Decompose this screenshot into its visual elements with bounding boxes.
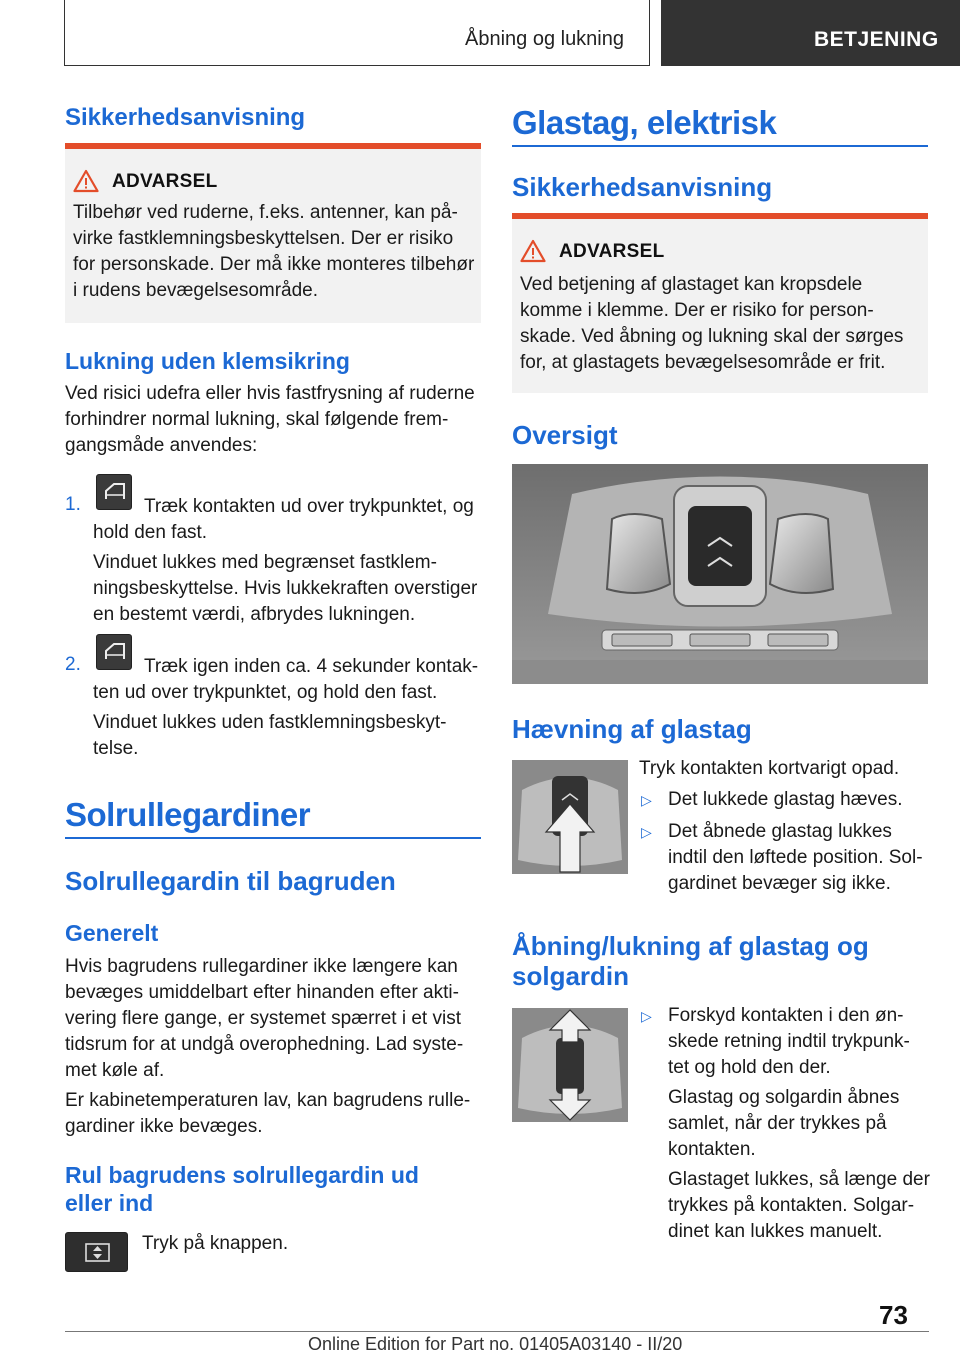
general-line: Er kabinetemperaturen lav, kan bagrudens rulle- xyxy=(65,1090,471,1111)
closing-intro-line: gangsmåde anvendes: xyxy=(65,435,258,456)
warning-title: ADVARSEL xyxy=(112,171,218,192)
heading-rule xyxy=(65,837,481,839)
glass-roof-heading: Glastag, elektrisk xyxy=(512,104,777,141)
warning-title: ADVARSEL xyxy=(559,241,665,262)
header-box xyxy=(64,0,650,66)
window-switch-icon xyxy=(96,634,132,670)
page-number: 73 xyxy=(879,1300,908,1330)
footer-rule xyxy=(65,1331,929,1332)
step-note: telse. xyxy=(93,738,139,759)
sun-blinds-heading: Solrullegardiner xyxy=(65,796,311,833)
warning-line: i rudens bevægelsesområde. xyxy=(73,280,319,301)
general-line: gardiner ikke bevæges. xyxy=(65,1116,263,1137)
step-text: ten ud over trykpunktet, og hold den fast. xyxy=(93,682,438,703)
step-text: Træk kontakten ud over trykpunktet, og xyxy=(144,496,474,517)
open-note: samlet, når der trykkes på xyxy=(668,1113,887,1134)
general-line: tidsrum for at undgå overophedning. Lad syste- xyxy=(65,1034,464,1055)
roll-text: Tryk på knappen. xyxy=(142,1233,289,1254)
roof-console-photo xyxy=(512,464,928,684)
bullet-icon: ▷ xyxy=(641,1008,652,1024)
warning-line: Ved betjening af glastaget kan kropsdele xyxy=(520,274,863,295)
header-section-title: Åbning og lukning xyxy=(464,28,624,50)
raise-bullet: gardinet bevæger sig ikke. xyxy=(668,873,891,894)
step-note: en bestemt værdi, afbrydes lukningen. xyxy=(93,604,416,625)
general-line: bevæges umiddelbart efter hinanden efter akti- xyxy=(65,982,459,1003)
warning-line: Tilbehør ved ruderne, f.eks. antenner, kan på- xyxy=(73,202,458,223)
blind-button-icon xyxy=(65,1232,128,1272)
bullet-icon: ▷ xyxy=(641,792,652,808)
warning-line: komme i klemme. Der er risiko for person- xyxy=(520,300,874,321)
footer-edition: Online Edition for Part no. 01405A03140 - II/20 xyxy=(308,1334,683,1354)
step-text: hold den fast. xyxy=(93,522,208,543)
open-switch-photo xyxy=(512,1008,628,1122)
warning-line: for personskade. Der må ikke monteres tilbehør xyxy=(73,254,475,275)
warning-triangle-icon xyxy=(73,169,99,193)
roll-heading: Rul bagrudens solrullegardin ud xyxy=(65,1162,419,1188)
warning-line: skade. Ved åbning og lukning skal der sørges xyxy=(520,326,904,347)
header-tab-label: BETJENING xyxy=(814,28,939,51)
open-heading: Åbning/lukning af glastag og xyxy=(512,931,869,961)
header-tab xyxy=(661,0,960,66)
rear-blind-heading: Solrullegardin til bagruden xyxy=(65,866,396,896)
warning-line: for, at glastagets bevægelsesområde er frit. xyxy=(520,352,886,373)
warning-box xyxy=(65,149,481,323)
warning-box xyxy=(512,219,928,393)
open-note: trykkes på kontakten. Solgar- xyxy=(668,1195,915,1216)
open-note: dinet kan lukkes manuelt. xyxy=(668,1221,883,1242)
warning-triangle-icon xyxy=(520,239,546,263)
raise-intro: Tryk kontakten kortvarigt opad. xyxy=(639,758,900,779)
step-note: Vinduet lukkes med begrænset fastklem- xyxy=(93,552,437,573)
step-note: Vinduet lukkes uden fastklemningsbeskyt- xyxy=(93,712,447,733)
raise-switch-photo xyxy=(512,760,628,874)
closing-intro-line: forhindrer normal lukning, skal følgende frem- xyxy=(65,409,449,430)
open-note: kontakten. xyxy=(668,1139,756,1160)
raise-bullet: indtil den løftede position. Sol- xyxy=(668,847,923,868)
closing-heading: Lukning uden klemsikring xyxy=(65,348,350,374)
step-text: Træk igen inden ca. 4 sekunder kontak- xyxy=(144,656,479,677)
open-note: Glastaget lukkes, så længe der xyxy=(668,1169,930,1190)
general-line: vering flere gange, er systemet spærret i et vist xyxy=(65,1008,461,1029)
open-bullet: skede retning indtil trykpunk- xyxy=(668,1031,910,1052)
raise-bullet: Det åbnede glastag lukkes xyxy=(668,821,892,842)
open-bullet: Forskyd kontakten i den øn- xyxy=(668,1005,904,1026)
warning-line: virke fastklemningsbeskyttelsen. Der er risiko xyxy=(73,228,454,249)
overview-heading: Oversigt xyxy=(512,420,618,450)
roll-heading: eller ind xyxy=(65,1190,154,1216)
general-heading: Generelt xyxy=(65,920,159,946)
step-number: 1. xyxy=(65,494,81,515)
open-bullet: tet og hold den der. xyxy=(668,1057,831,1078)
open-note: Glastag og solgardin åbnes xyxy=(668,1087,900,1108)
window-switch-icon xyxy=(96,474,132,510)
heading-rule xyxy=(512,145,928,147)
step-number: 2. xyxy=(65,654,81,675)
general-line: Hvis bagrudens rullegardiner ikke længere kan xyxy=(65,956,458,977)
left-safety-heading: Sikkerhedsanvisning xyxy=(65,104,306,131)
raise-heading: Hævning af glastag xyxy=(512,714,752,744)
right-safety-heading: Sikkerhedsanvisning xyxy=(512,172,773,202)
open-heading: solgardin xyxy=(512,961,630,991)
closing-intro-line: Ved risici udefra eller hvis fastfrysning af ruderne xyxy=(65,383,475,404)
step-note: ningsbeskyttelse. Hvis lukkekraften overstiger xyxy=(93,578,478,599)
raise-bullet: Det lukkede glastag hæves. xyxy=(668,789,903,810)
general-line: met køle af. xyxy=(65,1060,165,1081)
bullet-icon: ▷ xyxy=(641,824,652,840)
